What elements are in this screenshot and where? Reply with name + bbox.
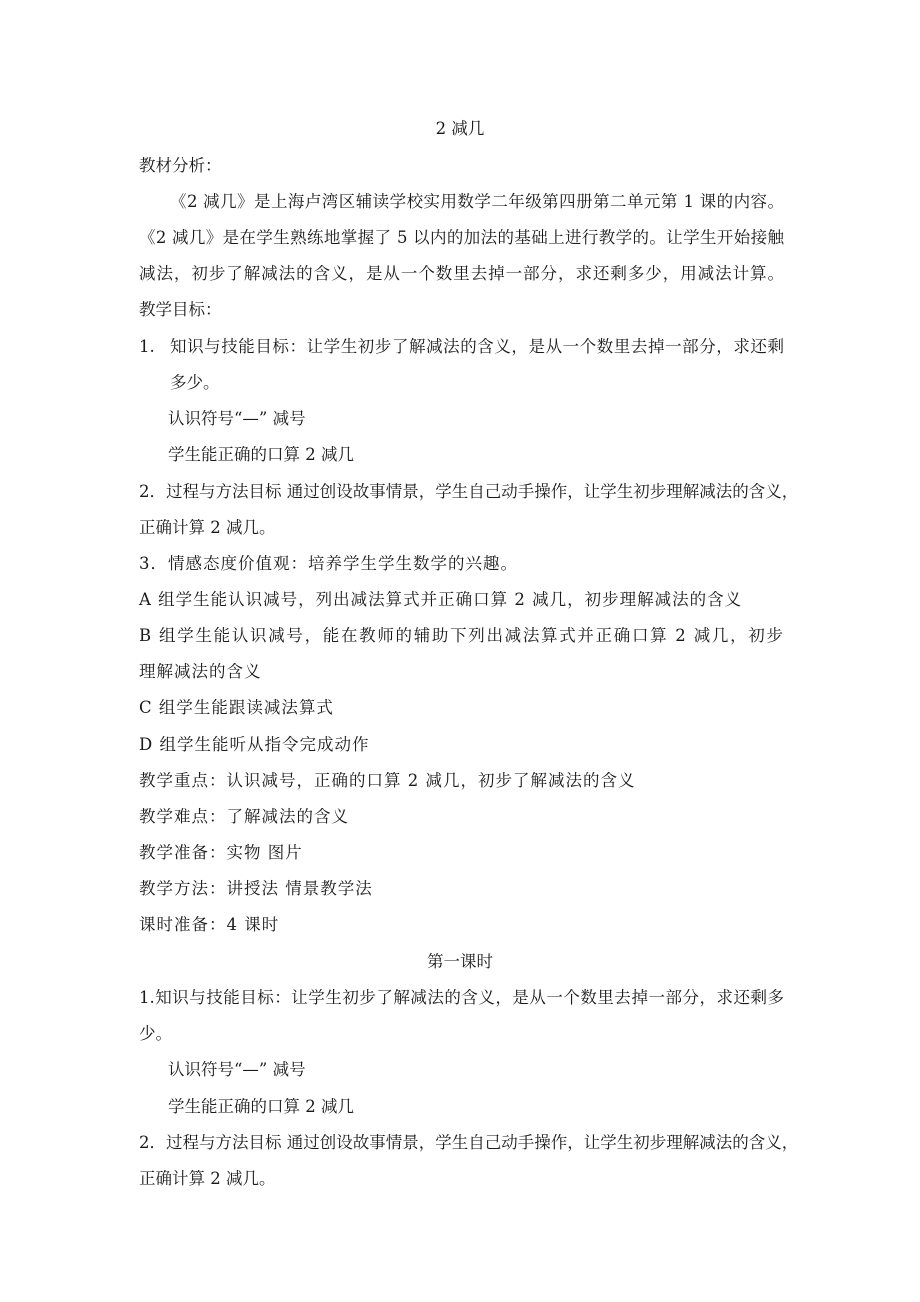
material-paragraph-line: 《2 减几》是上海卢湾区辅读学校实用数学二年级第四册第二单元第 1 课的内容。 [170,192,784,211]
goal-1-sub-calc: 学生能正确的口算 2 减几 [168,445,354,464]
goal-1-text: 知识与技能目标：让学生初步了解减法的含义，是从一个数里去掉一部分，求还剩 [170,337,784,356]
document-title: 2 减几 [435,119,485,138]
section-heading-teaching-goals: 教学目标： [139,300,222,319]
first-lesson-goal-1-text: 1.知识与技能目标：让学生初步了解减法的含义，是从一个数里去掉一部分，求还剩多 [139,988,784,1007]
section-heading-material-analysis: 教材分析： [139,156,222,175]
material-paragraph-line: 减法，初步了解减法的含义，是从一个数里去掉一部分，求还剩多少，用减法计算。 [139,264,784,283]
first-lesson-goal-2-text: 2．过程与方法目标 通过创设故事情景，学生自己动手操作，让学生初步理解减法的含义， [139,1133,799,1152]
goal-2-text: 2．过程与方法目标 通过创设故事情景，学生自己动手操作，让学生初步理解减法的含义， [139,482,799,501]
goal-3-text: 3．情感态度价值观：培养学生学生数学的兴趣。 [139,554,518,573]
group-b-goal: B 组学生能认识减号，能在教师的辅助下列出减法算式并正确口算 2 减几，初步 [139,626,784,645]
teaching-method: 教学方法：讲授法 情景教学法 [139,879,373,898]
group-c-goal: C 组学生能跟读减法算式 [139,698,334,717]
teaching-difficulty: 教学难点：了解减法的含义 [139,807,349,826]
first-lesson-goal-1-text-continued: 少。 [139,1024,172,1043]
first-lesson-sub-minus-sign: 认识符号“—” 减号 [168,1060,306,1079]
lesson-hours: 课时准备：4 课时 [139,915,280,934]
goal-1-text-continued: 多少。 [170,373,220,392]
material-paragraph-line: 《2 减几》是在学生熟练地掌握了 5 以内的加法的基础上进行教学的。让学生开始接触 [139,228,784,247]
teaching-focus: 教学重点：认识减号，正确的口算 2 减几，初步了解减法的含义 [139,771,636,790]
group-d-goal: D 组学生能听从指令完成动作 [139,735,370,754]
group-b-goal-continued: 理解减法的含义 [139,662,262,681]
goal-2-text-continued: 正确计算 2 减几。 [139,518,276,537]
group-a-goal: A 组学生能认识减号，列出减法算式并正确口算 2 减几，初步理解减法的含义 [139,590,743,609]
teaching-preparation: 教学准备：实物 图片 [139,843,303,862]
section-title-first-lesson: 第一课时 [427,952,493,971]
goal-1-number: 1. [139,337,155,356]
first-lesson-goal-2-text-continued: 正确计算 2 减几。 [139,1169,276,1188]
first-lesson-sub-calc: 学生能正确的口算 2 减几 [168,1097,354,1116]
goal-1-sub-minus-sign: 认识符号“—” 减号 [168,409,306,428]
